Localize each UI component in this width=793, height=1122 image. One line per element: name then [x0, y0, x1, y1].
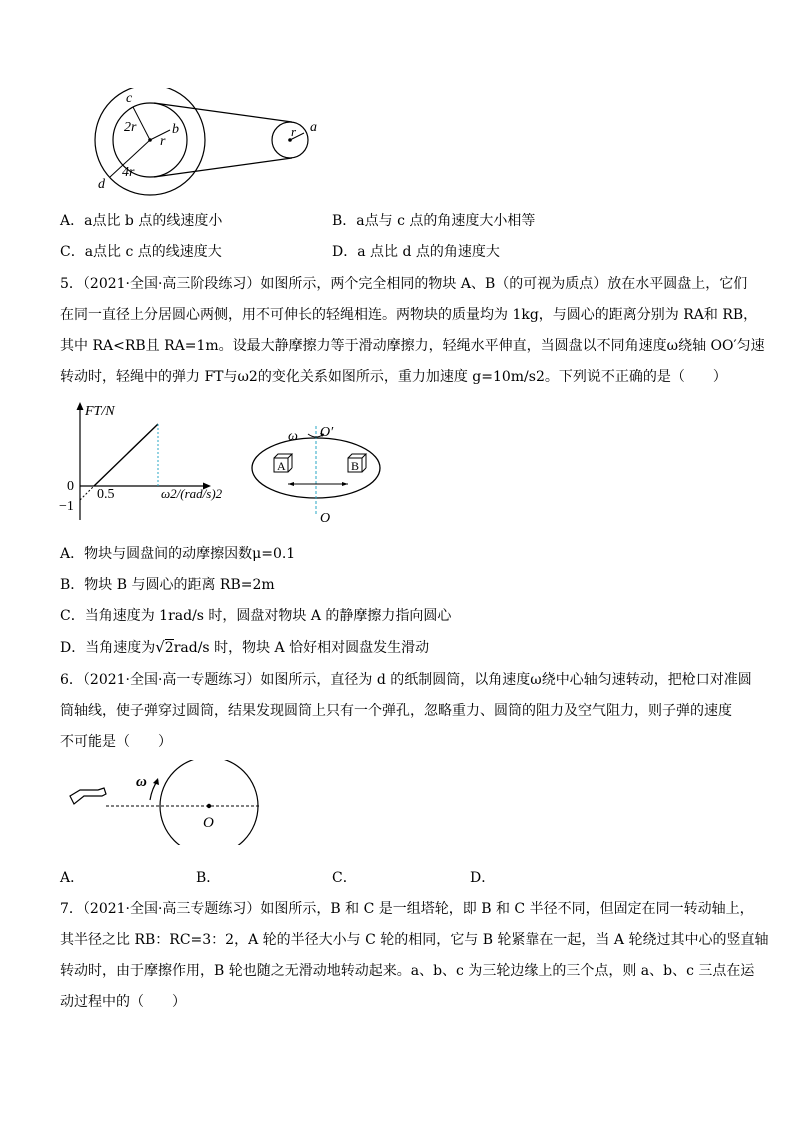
q7-line-3: 转动时，由于摩擦作用，B 轮也随之无滑动地转动起来。a、b、c 为三轮边缘上的三个点，则 a、b、c 三点在运	[60, 963, 755, 979]
q5-option-b[interactable]: B．物块 B 与圆心的距离 RB=2m	[60, 577, 275, 593]
paper-cylinder	[160, 760, 258, 845]
q6-omega: ω	[136, 774, 147, 790]
q5-option-d-post: rad/s 时，物块 A 恰好相对圆盘发生滑动	[173, 640, 430, 656]
q4-option-b[interactable]: B．a点与 c 点的角速度大小相等	[332, 213, 536, 229]
q5-option-a[interactable]: A．物块与圆盘间的动摩擦因数μ=0.1	[60, 546, 296, 562]
disk-o: O	[320, 511, 331, 526]
pulley-figure	[88, 88, 338, 196]
graph-neg-one: −1	[59, 499, 74, 514]
q6-line-2: 筒轴线，使子弹穿过圆筒，结果发现圆筒上只有一个弹孔，忽略重力、圆筒的阻力及空气阻力，则子弹的速度	[60, 703, 732, 719]
disk-o-prime: O′	[320, 425, 334, 440]
q6-o: O	[203, 815, 214, 831]
q6-line-1: 6．（2021·全国·高一专题练习）如图所示，直径为 d 的纸制圆筒，以角速度ω绕中心轴匀速转动，把枪口对准圆	[60, 672, 752, 688]
q6-option-d[interactable]: D．	[470, 870, 496, 886]
q4-option-a[interactable]: A．a点比 b 点的线速度小	[60, 213, 223, 229]
sqrt-symbol: √	[155, 638, 165, 656]
q7-line-4: 动过程中的（ ）	[60, 994, 186, 1010]
q5-option-d[interactable]	[60, 637, 429, 658]
q5-line-2: 在同一直径上分居圆心两侧，用不可伸长的轻绳相连。两物块的质量均为 1kg，与圆心的距离分别为 RA和 RB，	[60, 307, 758, 323]
force-line	[94, 424, 158, 486]
disk-label-a: A	[277, 459, 286, 473]
q5-option-c[interactable]: C．当角速度为 1rad/s 时，圆盘对物块 A 的静摩擦力指向圆心	[60, 608, 452, 624]
q5-line-3: 其中 RA<RB且 RA=1m。设最大静摩擦力等于滑动摩擦力，轻绳水平伸直，当圆盘以不同角速度ω绕轴 OO′匀速	[60, 338, 765, 354]
graph-zero: 0	[67, 479, 74, 494]
extrapolation-dashed	[80, 486, 94, 500]
q5-line-4: 转动时，轻绳中的弹力 FT与ω2的变化关系如图所示，重力加速度 g=10m/s2。下列说不正确的是（ ）	[60, 369, 727, 385]
q7-line-2: 其半径之比 RB：RC=3：2，A 轮的半径大小与 C 轮的相同，它与 B 轮紧靠在一起，当 A 轮绕过其中心的竖直轴	[60, 932, 769, 948]
label-b: b	[172, 122, 179, 137]
disk-label-b: B	[351, 459, 360, 473]
disk-omega: ω	[288, 429, 298, 444]
label-r-a: r	[291, 124, 297, 139]
q5-option-d-root: 2	[164, 640, 174, 656]
label-r-small: r	[160, 134, 166, 149]
q5-option-d-pre: D．当角速度为	[60, 640, 156, 656]
q7-line-1: 7．（2021·全国·高三专题练习）如图所示，B 和 C 是一组塔轮，即 B 和 C 半径不同，但固定在同一转动轴上，	[60, 901, 754, 917]
q6-option-b[interactable]: B．	[196, 870, 221, 886]
q5-disk-figure	[250, 422, 385, 527]
graph-x-label: ω2/(rad/s)2	[161, 486, 223, 501]
label-c: c	[126, 91, 133, 106]
label-2r: 2r	[124, 120, 137, 135]
label-a: a	[310, 120, 317, 135]
q6-option-c[interactable]: C．	[332, 870, 357, 886]
q6-line-3: 不可能是（ ）	[60, 734, 172, 750]
q6-cylinder-figure	[60, 760, 265, 845]
q4-option-d[interactable]: D．a 点比 d 点的角速度大	[332, 244, 500, 260]
q6-option-a[interactable]: A．	[60, 870, 85, 886]
graph-x-tick: 0.5	[97, 487, 115, 502]
gun-icon	[70, 788, 106, 804]
q5-force-graph	[55, 402, 240, 527]
graph-y-label: FT/N	[85, 404, 115, 419]
label-d: d	[98, 177, 105, 192]
label-4r: 4r	[122, 165, 135, 180]
q4-option-c[interactable]: C．a点比 c 点的线速度大	[60, 244, 222, 260]
q5-line-1: 5．（2021·全国·高三阶段练习）如图所示，两个完全相同的物块 A、B（的可视为质点）放在水平圆盘上，它们	[60, 276, 748, 292]
